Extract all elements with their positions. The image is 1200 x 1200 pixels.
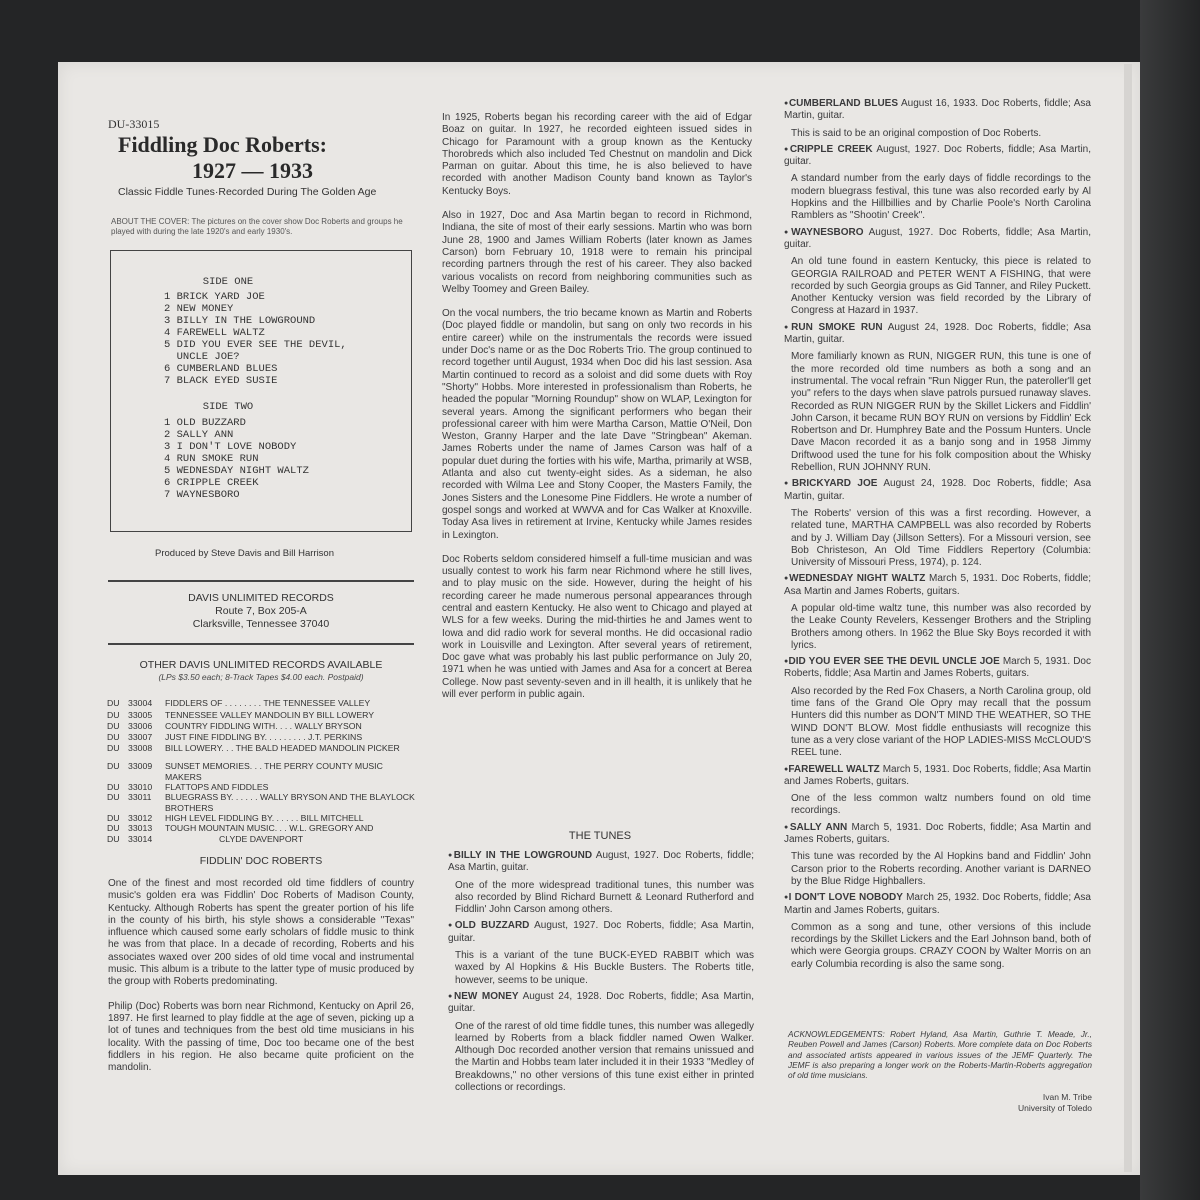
tune-recording-info: March 5, 1931. Doc Roberts, fiddle; Asa Martin and James Roberts, guitars. (784, 821, 1091, 846)
tune-entry (784, 573, 1091, 652)
tune-title: WEDNESDAY NIGHT WALTZ (789, 573, 926, 585)
catalog-prefix: DU (107, 710, 120, 720)
bullet-icon: ● (784, 765, 789, 773)
acknowledgements: ACKNOWLEDGEMENTS: Robert Hyland, Asa Martin, Guthrie T. Meade, Jr., Reuben Powell and James (Carson) Roberts. More complete data on Doc Roberts and associated artists appeared in various issues of the JEMF Quarterly. The JEMF is also preparing a longer work on the Roberts-Martin-Roberts aggregation of old time musicians. (788, 1029, 1092, 1081)
tune-header (448, 991, 754, 1016)
tune-description: One of the more widespread traditional tunes, this number was also recorded by Blind Richard Burnett & Leonard Rutherford and Fiddlin' John Carson among others. (455, 879, 754, 916)
bullet-icon: ● (448, 922, 455, 930)
tune-header (784, 764, 1091, 789)
catalog-number: 33013 (128, 823, 153, 833)
catalog-prefix: DU (107, 823, 120, 833)
tune-entry (784, 322, 1091, 475)
track-item: 4 FAREWELL WALTZ (164, 327, 265, 339)
track-item: 1 OLD BUZZARD (164, 417, 246, 429)
divider (108, 643, 414, 645)
tune-description: The Roberts' version of this was a first recording. However, a related tune, MARTHA CAMPBELL was also recorded by Roberts and by J. William Day (Jillson Setters). For a Missouri version, see Bob Christeson, An Old Time Fiddlers Repertory (Columbia: University of Missouri Press, 1974), p. 124. (791, 507, 1091, 569)
notes-paragraph: Doc Roberts seldom considered himself a full-time musician and was usually contest to work his farm near Richmond where he still lives, and to play music on the side. However, during the height of his recording career he made numerous personal appearances through central and eastern Kentucky. He also went to Chicago and played at WLS for a few weeks. During the mid-thirties he and James went to Iowa and did radio work for several months. He did occasional radio work in Louisville and Lexington. After several years of retirement, Doc gave what was probably his last public performance on July 20, 1971 when he was untied with James and Asa for a concert at Berea College. Now past seventy-seven and in ill health, it is unlikely that he will ever perform in public again. (442, 553, 752, 701)
divider (108, 580, 414, 582)
album-title-line1: Fiddling Doc Roberts: (118, 132, 327, 157)
track-item: UNCLE JOE? (164, 351, 240, 363)
tune-header (784, 892, 1091, 917)
catalog-prices: (LPs $3.50 each; 8-Track Tapes $4.00 each. Postpaid) (158, 672, 364, 682)
tune-description: One of the rarest of old time fiddle tunes, this number was allegedly learned by Roberts from a black fiddler named Owen Walker. Although Doc recorded another version that remains unissued and the Martin and Hobbs team later included it in their 1933 "Medley of Breakdowns," no other versions of this tune exist either in printed collections or recordings. (455, 1020, 754, 1094)
tune-entry (784, 227, 1091, 318)
album-subtitle: Classic Fiddle Tunes·Recorded During The Golden Age (118, 186, 377, 198)
album-title (118, 132, 327, 184)
tune-header (784, 656, 1091, 681)
tune-header (784, 822, 1091, 847)
track-item: 7 WAYNESBORO (164, 489, 240, 501)
catalog-number: 33007 (128, 732, 153, 742)
tune-entry (784, 656, 1091, 759)
catalog-title: HIGH LEVEL FIDDLING BY. . . . . . BILL MITCHELL (165, 813, 364, 823)
bullet-icon: ● (784, 145, 790, 153)
tune-entry (784, 478, 1091, 569)
notes-paragraph: Also in 1927, Doc and Asa Martin began to record in Richmond, Indiana, the site of most of their early sessions. Martin who was born June 28, 1900 and James William Roberts (later known as James Carson) born February 10, 1918 were to remain his principal recording partners through the rest of his career. They also backed various vocalists on record from neighboring communities such as Welby Toomey and Green Bailey. (442, 210, 752, 295)
tune-entry (448, 920, 754, 986)
track-item: 5 DID YOU EVER SEE THE DEVIL, (164, 339, 347, 351)
catalog-number: 33005 (128, 710, 153, 720)
tune-recording-info: August 24, 1928. Doc Roberts, fiddle; Asa Martin, guitar. (784, 478, 1092, 502)
catalog-number: 33009 (128, 761, 153, 771)
catalog-title: BLUEGRASS BY. . . . . . WALLY BRYSON AND THE BLAYLOCK BROTHERS (165, 792, 415, 813)
tune-header (784, 98, 1091, 123)
catalog-number: 33006 (128, 721, 153, 731)
catalog-title: FLATTOPS AND FIDDLES (165, 782, 269, 792)
notes-paragraph: On the vocal numbers, the trio became known as Martin and Roberts (Doc played fiddle or mandolin, but sang on only two records in his entire career) while on the instrumentals the records were issued under Doc's name or as the Doc Roberts Trio. The group continued to record together until August, 1934 when Doc did his last session. Asa Martin continued to record as a soloist and did some duets with Roy "Shorty" Hobbs. More interested in professionalism than Roberts, he headed the popular "Morning Roundup" show on WLAP, Lexington for several years. Among the significant performers who began their professional career with him were Martha Carson, Mattie O'Neil, Don Weston, Granny Harper and the late Dave "Stringbean" Akeman. James Roberts under the name of James Carson was half of a popular duet during the forties with his wife, Martha, primarily at WSB, Atlanta and also cut twenty-eight sides. As a sideman, he also recorded with Wilma Lee and Stony Cooper, the Masters Family, the Jones Sisters and the Lonesome Pine Fiddlers. He wrote a number of gospel songs and worked at WWVA and for Cas Walker at Knoxville. Today Asa lives in retirement at Irvine, Kentucky while James resides in Lexington. (442, 308, 752, 541)
catalog-number: 33011 (128, 792, 152, 802)
catalog-title: CLYDE DAVENPORT (219, 834, 303, 844)
tune-description: Also recorded by the Red Fox Chasers, a North Carolina group, old time fans of the Grand Ole Opry may recall that the possum Hunters did this number as DON'T MIND THE WEATHER, SO THE WIND DON'T BLOW. Most fiddle enthusiasts will recognize this tune as a very close variant of the HOP LADIES-MISS McCLOUD'S REEL tune. (791, 685, 1091, 759)
tune-header (784, 144, 1091, 169)
tune-description: This is said to be an original compostion of Doc Roberts. (791, 127, 1042, 139)
tune-title: WAYNESBORO (791, 226, 864, 238)
tune-title: I DON'T LOVE NOBODY (788, 892, 903, 904)
catalog-title: TENNESSEE VALLEY MANDOLIN BY BILL LOWERY (165, 710, 375, 720)
label-address-1: Route 7, Box 205-A (215, 605, 307, 617)
tune-header (448, 850, 754, 875)
background-edge (1140, 0, 1200, 1200)
tune-title: OLD BUZZARD (454, 920, 530, 932)
author-affiliation: University of Toledo (1017, 1102, 1092, 1113)
bullet-icon: ● (448, 852, 454, 859)
author-name: Ivan M. Tribe (1042, 1092, 1092, 1103)
tune-description: This tune was recorded by the Al Hopkins band and Fiddlin' John Carson prior to the Roberts recording. Another variant is DARNEO by the Blue Ridge Highballers. (791, 851, 1091, 887)
bullet-icon: ● (784, 480, 792, 488)
track-item: 3 BILLY IN THE LOWGROUND (164, 315, 316, 327)
bullet-icon: ● (784, 823, 790, 831)
catalog-title: BILL LOWERY. . . THE BALD HEADED MANDOLIN PICKER (165, 743, 400, 753)
tune-recording-info: March 5, 1931. Doc Roberts, fiddle; Asa Martin and James Roberts, guitars. (784, 573, 1092, 597)
about-cover-text: ABOUT THE COVER: The pictures on the cover show Doc Roberts and groups he played with during the late 1920's and early 1930's. (111, 217, 403, 236)
notes-heading: FIDDLIN' DOC ROBERTS (199, 855, 323, 867)
tune-recording-info: August 24, 1928. Doc Roberts, fiddle; Asa Martin, guitar. (784, 321, 1091, 346)
track-item: 3 I DON'T LOVE NOBODY (164, 441, 297, 453)
notes-paragraph: One of the finest and most recorded old time fiddlers of country music's golden era was Fiddlin' Doc Roberts of Madison County, Kentucky. Although Roberts has spent the greater portion of his life in the county of his birth, his style shows a considerable "Texas" influence which caused some early scholars of fiddle music to think he was from that place. In a decade of recording, Roberts and his associates waxed over 200 sides of old time vocal and instrumental music. This album is a tribute to the latter type of music produced by the group with Roberts predominating. (108, 878, 414, 988)
notes-paragraph: In 1925, Roberts began his recording career with the aid of Edgar Boaz on guitar. In 1927, he recorded eighteen issued sides in Chicago for Paramount with a group known as the Kentucky Thorobreds which also included Ted Chestnut on mandolin and Dick Parman on guitar. About this time, he is also believed to have recorded with another Madison County band known as Taylor's Kentucky Boys. (442, 112, 752, 197)
tune-recording-info: August, 1927. Doc Roberts, fiddle; Asa Martin, guitar. (448, 850, 754, 874)
tune-header (784, 227, 1091, 252)
track-item: 2 NEW MONEY (164, 303, 234, 315)
catalog-prefix: DU (107, 698, 120, 708)
bullet-icon: ● (448, 992, 455, 1000)
track-item: 4 RUN SMOKE RUN (164, 453, 259, 465)
tune-entry (784, 822, 1091, 888)
notes-column-2 (442, 112, 752, 701)
catalog-prefix: DU (107, 813, 120, 823)
tune-header (784, 322, 1091, 347)
tune-entry (448, 991, 754, 1094)
tune-title: SALLY ANN (789, 821, 848, 833)
notes-paragraph: Philip (Doc) Roberts was born near Richmond, Kentucky on April 26, 1897. He first learned to play fiddle at the age of seven, picking up a lot of tunes and techniques from the best old time musicians in his locality. With the passing of time, Doc too became one of the best fiddlers in his region. He also became quite proficient on the mandolin. (108, 1000, 414, 1074)
tune-recording-info: August, 1927. Doc Roberts, fiddle; Asa Martin, guitar. (448, 920, 754, 944)
album-title-line2: 1927 — 1933 (192, 158, 313, 183)
tune-recording-info: August 16, 1933. Doc Roberts, fiddle; Asa Martin, guitar. (784, 98, 1091, 122)
catalog-prefix: DU (107, 761, 120, 771)
tune-title: CRIPPLE CREEK (789, 143, 873, 155)
catalog-number: 33004 (128, 698, 153, 708)
track-item: 7 BLACK EYED SUSIE (164, 375, 278, 387)
bullet-icon: ● (784, 100, 789, 107)
catalog-number: 33012 (128, 813, 153, 823)
tune-recording-info: August, 1927. Doc Roberts, fiddle; Asa Martin, guitar. (784, 226, 1091, 250)
catalog-heading: OTHER DAVIS UNLIMITED RECORDS AVAILABLE (139, 659, 383, 671)
tune-recording-info: March 25, 1932. Doc Roberts, fiddle; Asa Martin and James Roberts, guitars. (784, 892, 1091, 916)
produced-by: Produced by Steve Davis and Bill Harrison (155, 548, 335, 559)
tune-title: FAREWELL WALTZ (788, 763, 880, 775)
catalog-number: 33014 (128, 834, 153, 844)
tune-description: One of the less common waltz numbers found on old time recordings. (791, 793, 1091, 817)
catalog-title: JUST FINE FIDDLING BY. . . . . . . . . J.T. PERKINS (165, 732, 363, 742)
catalog-title: TOUGH MOUNTAIN MUSIC. . . W.L. GREGORY AND (165, 823, 374, 833)
tune-header (784, 478, 1091, 503)
notes-column-1 (108, 878, 414, 1074)
tune-header (448, 920, 754, 945)
tunes-column-3 (784, 98, 1091, 975)
tunes-heading: THE TUNES (568, 830, 632, 842)
tune-title: BRICKYARD JOE (791, 478, 878, 490)
tune-entry (784, 98, 1091, 140)
tune-entry (784, 764, 1091, 818)
catalog-prefix: DU (107, 792, 120, 802)
tune-title: DID YOU EVER SEE THE DEVIL UNCLE JOE (788, 656, 1000, 668)
catalog-prefix: DU (107, 732, 120, 742)
tune-entry (784, 144, 1091, 223)
tune-description: A standard number from the early days of fiddle recordings to the modern bluegrass festival, this tune was also recorded early by Al Hopkins and the Hillbillies and by Charlie Poole's North Carolina Ramblers as "Shootin' Creek". (791, 173, 1091, 222)
tune-description: More familiarly known as RUN, NIGGER RUN, this tune is one of the more recorded old time numbers as both a song and an instrumental. The vocal refrain "Run Nigger Run, the pateroller'll get you" refers to the days when slave patrols pursued runaway slaves. Recorded as RUN NIGGER RUN by the Skillet Lickers and Fiddlin' John Carson, it became RUN BOY RUN on versions by Fiddlin' Eck Robertson and Dr. Humphrey Bate and the Possum Hunters. Uncle Dave Macon recorded it as a banjo song and in 1958 Jimmy Driftwood used the tune for his folk composition about the Whisky Rebellion, RUN JOHNNY RUN. (791, 351, 1091, 474)
track-item: 5 WEDNESDAY NIGHT WALTZ (164, 465, 309, 477)
bullet-icon: ● (784, 894, 789, 902)
side-two-heading: SIDE TWO (202, 401, 254, 413)
tunes-column-2 (448, 850, 754, 1098)
side-one-heading: SIDE ONE (202, 276, 254, 288)
tune-title: RUN SMOKE RUN (791, 321, 883, 333)
bullet-icon: ● (784, 323, 792, 331)
tune-recording-info: March 5, 1931. Doc Roberts, fiddle; Asa Martin and James Roberts, guitars. (784, 763, 1091, 787)
track-item: 6 CUMBERLAND BLUES (164, 363, 278, 375)
catalog-title: COUNTRY FIDDLING WITH. . . . WALLY BRYSON (165, 721, 362, 731)
tune-entry (448, 850, 754, 916)
label-address-2: Clarksville, Tennessee 37040 (192, 618, 330, 630)
bullet-icon: ● (784, 575, 790, 583)
catalog-prefix: DU (107, 743, 120, 753)
tune-recording-info: March 5, 1931. Doc Roberts, fiddle; Asa Martin and James Roberts, guitars. (784, 656, 1091, 680)
bullet-icon: ● (784, 228, 792, 236)
tune-description: This is a variant of the tune BUCK-EYED RABBIT which was waxed by Al Hopkins & His Buckle Busters. The Roberts title, however, seems to be unique. (455, 950, 754, 986)
catalog-number: 33008 (128, 743, 153, 753)
label-name: DAVIS UNLIMITED RECORDS (188, 592, 334, 604)
tune-title: BILLY IN THE LOWGROUND (453, 850, 593, 861)
bullet-icon: ● (784, 658, 789, 666)
catalog-prefix: DU (107, 782, 120, 792)
track-item: 6 CRIPPLE CREEK (164, 477, 259, 489)
catalog-title: FIDDLERS OF . . . . . . . . THE TENNESSEE VALLEY (165, 698, 371, 708)
catalog-prefix: DU (107, 834, 120, 844)
acknowledgements-block (788, 1029, 1092, 1113)
catalog-prefix: DU (107, 721, 120, 731)
tune-recording-info: August 24, 1928. Doc Roberts, fiddle; Asa Martin, guitar. (448, 990, 755, 1015)
track-item: 1 BRICK YARD JOE (164, 291, 265, 303)
sleeve-edge (1124, 64, 1132, 1172)
catalog-number: DU-33015 (108, 117, 160, 131)
tune-description: A popular old-time waltz tune, this number was also recorded by the Leake County Revelers, Kessenger Brothers and the Stripling Brothers among others. In 1962 the Blue Sky Boys recorded it with lyrics. (791, 602, 1091, 651)
tune-description: Common as a song and tune, other versions of this include recordings by the Skillet Lickers and the Earl Johnson band, both of which were Georgia groups. CRAZY COON by Walter Morris on an early Columbia recording is also the same song. (791, 921, 1091, 970)
tune-title: CUMBERLAND BLUES (788, 98, 899, 109)
tune-title: NEW MONEY (454, 990, 519, 1002)
catalog-number: 33010 (128, 782, 153, 792)
tune-header (784, 573, 1091, 598)
tune-entry (784, 892, 1091, 971)
catalog-title: SUNSET MEMORIES. . . THE PERRY COUNTY MUSIC MAKERS (165, 761, 383, 782)
tune-recording-info: August, 1927. Doc Roberts, fiddle; Asa Martin, guitar. (784, 143, 1092, 168)
tune-description: An old tune found in eastern Kentucky, this piece is related to GEORGIA RAILROAD and PETER WENT A FISHING, that were recorded by such Georgia groups as Gid Tanner, and Riley Puckett. Another Kentucky version was field recorded by the Library of Congress at Hazard in 1937. (791, 256, 1091, 317)
track-item: 2 SALLY ANN (164, 429, 234, 441)
